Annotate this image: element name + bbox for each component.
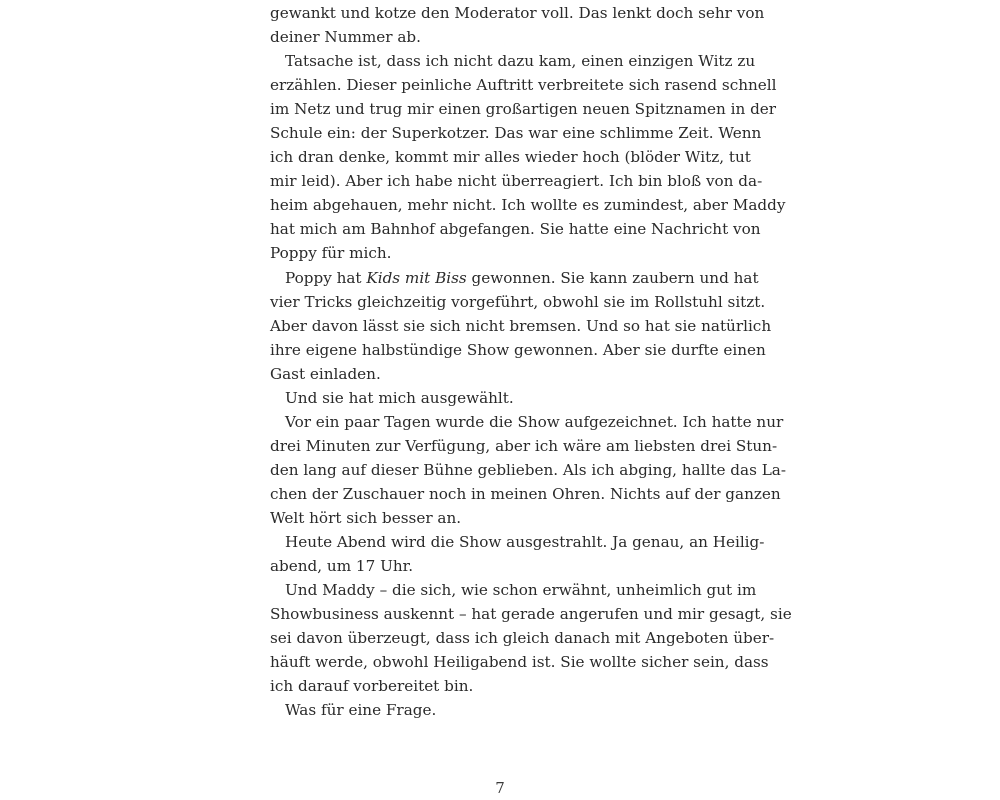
text-line: Tatsache ist, dass ich nicht dazu kam, einen einzigen Witz zu xyxy=(285,52,756,71)
text-line: Und Maddy – die sich, wie schon erwähnt, unheimlich gut im xyxy=(285,581,757,600)
text-line: ich darauf vorbereitet bin. xyxy=(270,677,474,696)
text-line: heim abgehauen, mehr nicht. Ich wollte es zumindest, aber Maddy xyxy=(270,196,786,215)
text-line: Was für eine Frage. xyxy=(285,701,437,720)
page-number: 7 xyxy=(495,779,505,797)
text-line: ihre eigene halbstündige Show gewonnen. Aber sie durfte einen xyxy=(270,340,766,359)
text-line xyxy=(270,266,759,290)
text-line: Poppy für mich. xyxy=(270,244,392,263)
text-line: sei davon überzeugt, dass ich gleich danach mit Angeboten über- xyxy=(270,629,775,648)
text-fragment: gewonnen. Sie kann zaubern und hat xyxy=(466,268,759,287)
text-line: erzählen. Dieser peinliche Auftritt verbreitete sich rasend schnell xyxy=(270,76,777,95)
paragraph-5 xyxy=(270,410,786,530)
body-text xyxy=(270,1,792,722)
text-line: hat mich am Bahnhof abgefangen. Sie hatte eine Nachricht von xyxy=(270,220,761,239)
paragraph-6 xyxy=(270,530,765,578)
paragraph-1 xyxy=(270,1,765,49)
paragraph-2 xyxy=(270,49,786,265)
text-line: den lang auf dieser Bühne geblieben. Als ich abging, hallte das La- xyxy=(270,460,786,479)
text-line: mir leid). Aber ich habe nicht überreagiert. Ich bin bloß von da- xyxy=(270,172,763,191)
paragraph-7 xyxy=(270,578,792,698)
text-line: Heute Abend wird die Show ausgestrahlt. Ja genau, an Heilig- xyxy=(285,533,765,552)
text-line: im Netz und trug mir einen großartigen neuen Spitznamen in der xyxy=(270,100,777,119)
text-line: Aber davon lässt sie sich nicht bremsen. Und so hat sie natürlich xyxy=(270,316,772,335)
text-line: gewankt und kotze den Moderator voll. Das lenkt doch sehr von xyxy=(270,4,765,22)
text-line: Gast einladen. xyxy=(270,364,381,383)
text-fragment: Poppy hat xyxy=(285,268,367,287)
paragraph-8 xyxy=(270,698,730,722)
text-line: abend, um 17 Uhr. xyxy=(270,557,414,576)
text-line: drei Minuten zur Verfügung, aber ich wäre am liebsten drei Stun- xyxy=(270,436,778,455)
text-line: Welt hört sich besser an. xyxy=(270,508,462,527)
text-line: Und sie hat mich ausgewählt. xyxy=(285,388,514,407)
text-line: chen der Zuschauer noch in meinen Ohren. Nichts auf der ganzen xyxy=(270,484,781,503)
text-line: Schule ein: der Superkotzer. Das war eine schlimme Zeit. Wenn xyxy=(270,124,762,143)
text-line: häuft werde, obwohl Heiligabend ist. Sie wollte sicher sein, dass xyxy=(270,653,769,672)
text-line: deiner Nummer ab. xyxy=(270,28,421,47)
text-line: Vor ein paar Tagen wurde die Show aufgezeichnet. Ich hatte nur xyxy=(285,412,784,431)
text-line: vier Tricks gleichzeitig vorgeführt, obwohl sie im Rollstuhl sitzt. xyxy=(270,292,766,311)
paragraph-4 xyxy=(270,386,730,410)
paragraph-3 xyxy=(270,266,772,386)
text-line: ich dran denke, kommt mir alles wieder hoch (blöder Witz, tut xyxy=(270,148,751,167)
text-line: Showbusiness auskennt – hat gerade angerufen und mir gesagt, sie xyxy=(270,605,792,624)
show-title: Kids mit Biss xyxy=(366,268,467,287)
